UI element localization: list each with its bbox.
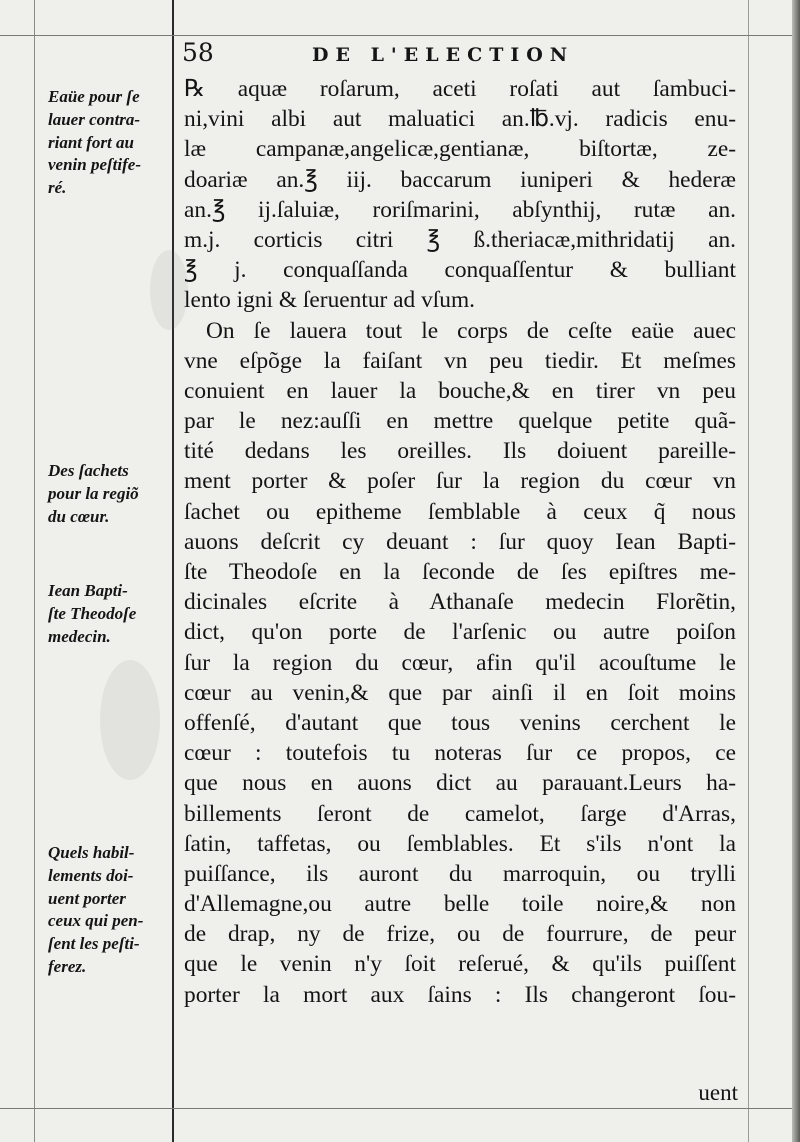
- page-header: [182, 38, 742, 68]
- text-line: ℞ aquæ roſarum, aceti roſati aut ſambuci-: [184, 76, 736, 102]
- text-line: vne eſpõge la faiſant vn peu tiedir. Et meſmes: [184, 347, 736, 374]
- margin-note-eaue: [48, 86, 174, 200]
- paper-stain: [100, 660, 160, 780]
- text-line: cœur au venin,& que par ainſi il en ſoit moins: [184, 679, 736, 706]
- left-rule-outer: [34, 0, 35, 1142]
- margin-note-line: medecin.: [48, 626, 111, 646]
- catchword: uent: [698, 1080, 738, 1105]
- margin-note-line: ceux qui pen-: [48, 911, 144, 931]
- bottom-rule: [0, 1108, 792, 1109]
- text-line: dicinales eſcrite à Athanaſe medecin Florẽtin,: [184, 589, 736, 616]
- page-number: 58: [182, 38, 214, 67]
- text-line: puiſſance, ils auront du marroquin, ou trylli: [184, 860, 736, 887]
- margin-note-line: Iean Bapti-: [48, 581, 128, 600]
- margin-note-line: du cœur.: [48, 506, 110, 526]
- margin-note-theodose: [48, 580, 174, 648]
- margin-note-line: Quels habil-: [48, 843, 135, 862]
- text-line: m.j. corticis citri ℥ ß.theriacæ,mithridatij an.: [184, 226, 736, 253]
- text-line: offenſé, d'autant que tous venins cerchent le: [184, 709, 736, 736]
- text-line: ſatin, taffetas, ou ſemblables. Et s'ils n'ont la: [184, 830, 736, 857]
- text-line: auons deſcrit cy deuant : ſur quoy Iean Bapti-: [184, 528, 736, 555]
- text-line: par le nez:auſſi en mettre quelque petite quã-: [184, 408, 736, 435]
- text-line: ℥ j. conquaſſanda conquaſſentur & bulliant: [184, 257, 736, 284]
- margin-note-line: Des ſachets: [48, 461, 129, 480]
- text-line: ſte Theodoſe en la ſeconde de ſes epiſtres me-: [184, 559, 736, 585]
- text-line: tité dedans les oreilles. Ils doiuent pareille-: [184, 438, 736, 465]
- text-line: cœur : toutefois tu noteras ſur ce propos, ce: [184, 740, 736, 767]
- margin-note-line: uent porter: [48, 888, 126, 908]
- text-line: ni,vini albi aut maluatici an.℔.vj. radicis enu-: [184, 106, 736, 133]
- margin-note-line: riant fort au: [48, 132, 134, 152]
- text-line: doariæ an.℥ iij. baccarum iuniperi & hederæ: [184, 166, 736, 193]
- text-line: conuient en lauer la bouche,& en tirer vn peu: [184, 377, 736, 404]
- text-line: læ campanæ,angelicæ,gentianæ, biſtortæ, ze-: [184, 136, 736, 163]
- text-line: que le venin n'y ſoit reſerué, & qu'ils puiſſent: [184, 951, 736, 978]
- text-line: de drap, ny de frize, ou de fourrure, de peur: [184, 921, 736, 948]
- top-rule: [0, 35, 792, 36]
- margin-note-habillements: [48, 842, 174, 979]
- margin-note-sachets: [48, 460, 174, 528]
- right-rule: [748, 0, 749, 1142]
- text-line: lento igni & ſeruentur ad vſum.: [184, 287, 476, 314]
- text-line: billements ſeront de camelot, ſarge d'Arras,: [184, 800, 736, 827]
- margin-note-line: Eaüe pour ſe: [48, 87, 140, 106]
- text-line: an.℥ ij.ſaluiæ, roriſmarini, abſynthij, rutæ an.: [184, 196, 736, 223]
- margin-note-line: lements doi-: [48, 865, 134, 885]
- text-line: ſur la region du cœur, afin qu'il acouſtume le: [184, 649, 736, 676]
- text-line: que nous en auons dict au parauant.Leurs ha-: [184, 770, 736, 797]
- margin-note-line: ré.: [48, 178, 67, 198]
- main-text-block: [184, 74, 736, 1010]
- page-edge-shadow: [792, 0, 800, 1142]
- text-line: ment porter & poſer ſur la region du cœur vn: [184, 468, 736, 495]
- paper-stain: [150, 250, 188, 330]
- running-title: DE L'ELECTION: [312, 44, 575, 66]
- text-line: porter la mort aux ſains : Ils changeront ſou-: [184, 981, 736, 1008]
- margin-note-line: pour la regiõ: [48, 483, 139, 503]
- text-line: dict, qu'on porte de l'arſenic ou autre poiſon: [184, 619, 736, 646]
- text-line: On ſe lauera tout le corps de ceſte eaüe auec: [206, 317, 736, 344]
- text-line: d'Allemagne,ou autre belle toile noire,& non: [184, 891, 736, 918]
- margin-note-line: venin peſtife-: [48, 155, 141, 175]
- margin-note-line: ſte Theodoſe: [48, 603, 137, 623]
- margin-note-line: lauer contra-: [48, 109, 141, 129]
- text-line: ſachet ou epitheme ſemblable à ceux q̃ nous: [184, 498, 736, 525]
- margin-note-line: ferez.: [48, 956, 87, 976]
- margin-note-line: ſent les peſti-: [48, 934, 140, 954]
